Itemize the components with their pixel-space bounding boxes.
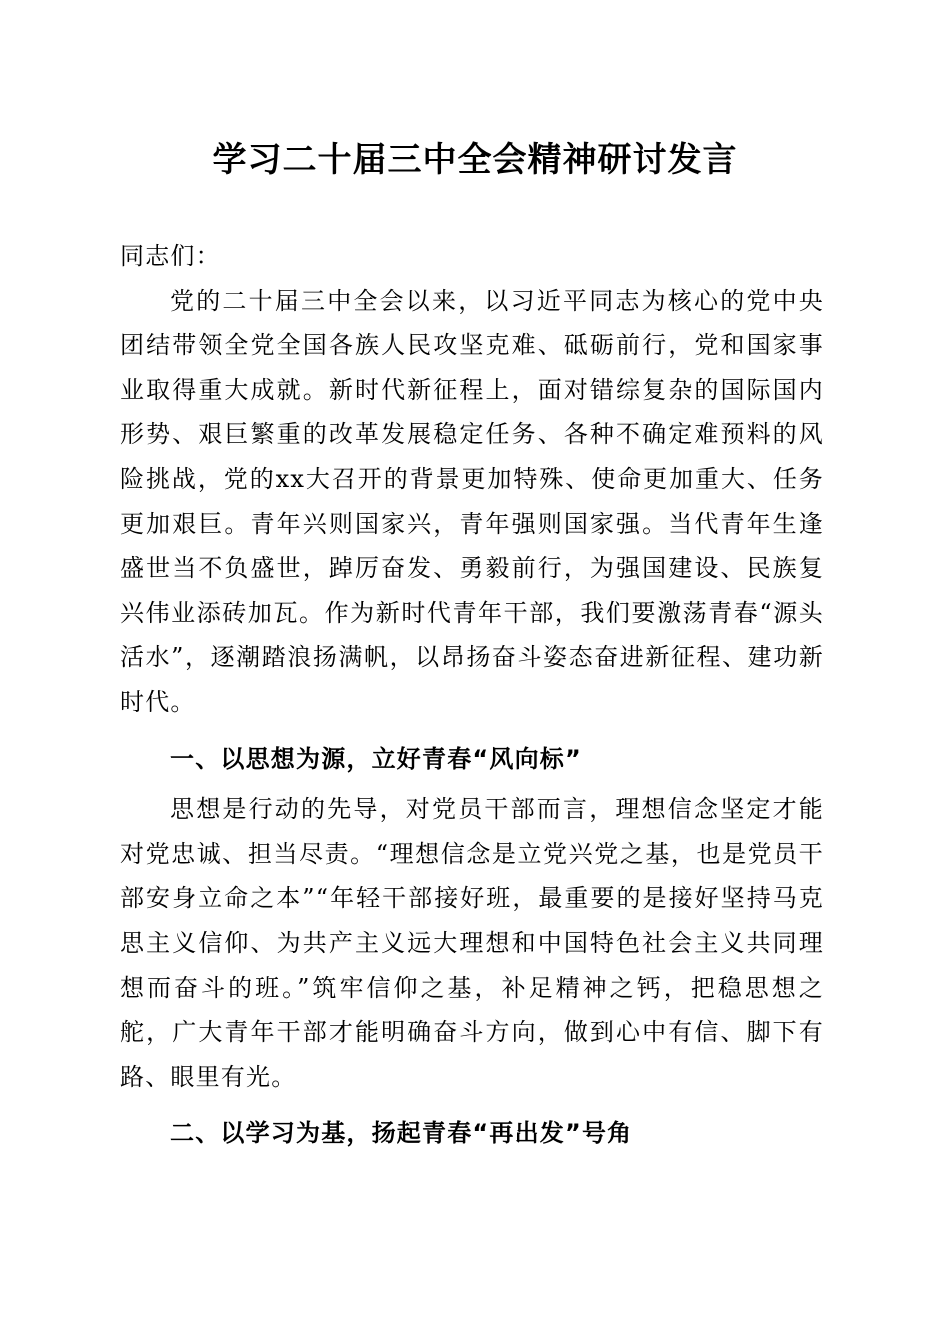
section-1-paragraph: 思想是行动的先导，对党员干部而言，理想信念坚定才能对党忠诚、担当尽责。“理想信念是立党兴党之基，也是党员干部安身立命之本”“年轻干部接好班，最重要的是接好坚持马克思主义信仰、为共产主义远大理想和中国特色社会主义共同理想而奋斗的班。”筑牢信仰之基，补足精神之钙，把稳思想之舵，广大青年干部才能明确奋斗方向，做到心中有信、脚下有路、眼里有光。 [120, 795, 824, 1091]
intro-paragraph: 党的二十届三中全会以来，以习近平同志为核心的党中央团结带领全党全国各族人民攻坚克难、砥砺前行，党和国家事业取得重大成就。新时代新征程上，面对错综复杂的国际国内形势、艰巨繁重的改革发展稳定任务、各种不确定难预料的风险挑战，党的xx大召开的背景更加特殊、使命更加重大、任务更加艰巨。青年兴则国家兴，青年强则国家强。当代青年生逢盛世当不负盛世，踔厉奋发、勇毅前行，为强国建设、民族复兴伟业添砖加瓦。作为新时代青年干部，我们要激荡青春“源头活水”，逐潮踏浪扬满帆，以昂扬奋斗姿态奋进新征程、建功新时代。 [120, 286, 824, 716]
section-1-heading: 一、以思想为源，立好青春“风向标” [170, 744, 582, 773]
document-title: 学习二十届三中全会精神研讨发言 [212, 140, 738, 180]
section-2-heading: 二、以学习为基，扬起青春“再出发”号角 [170, 1119, 633, 1148]
salutation: 同志们： [120, 242, 221, 270]
document-page [120, 0, 830, 1344]
document-body [120, 234, 824, 1156]
